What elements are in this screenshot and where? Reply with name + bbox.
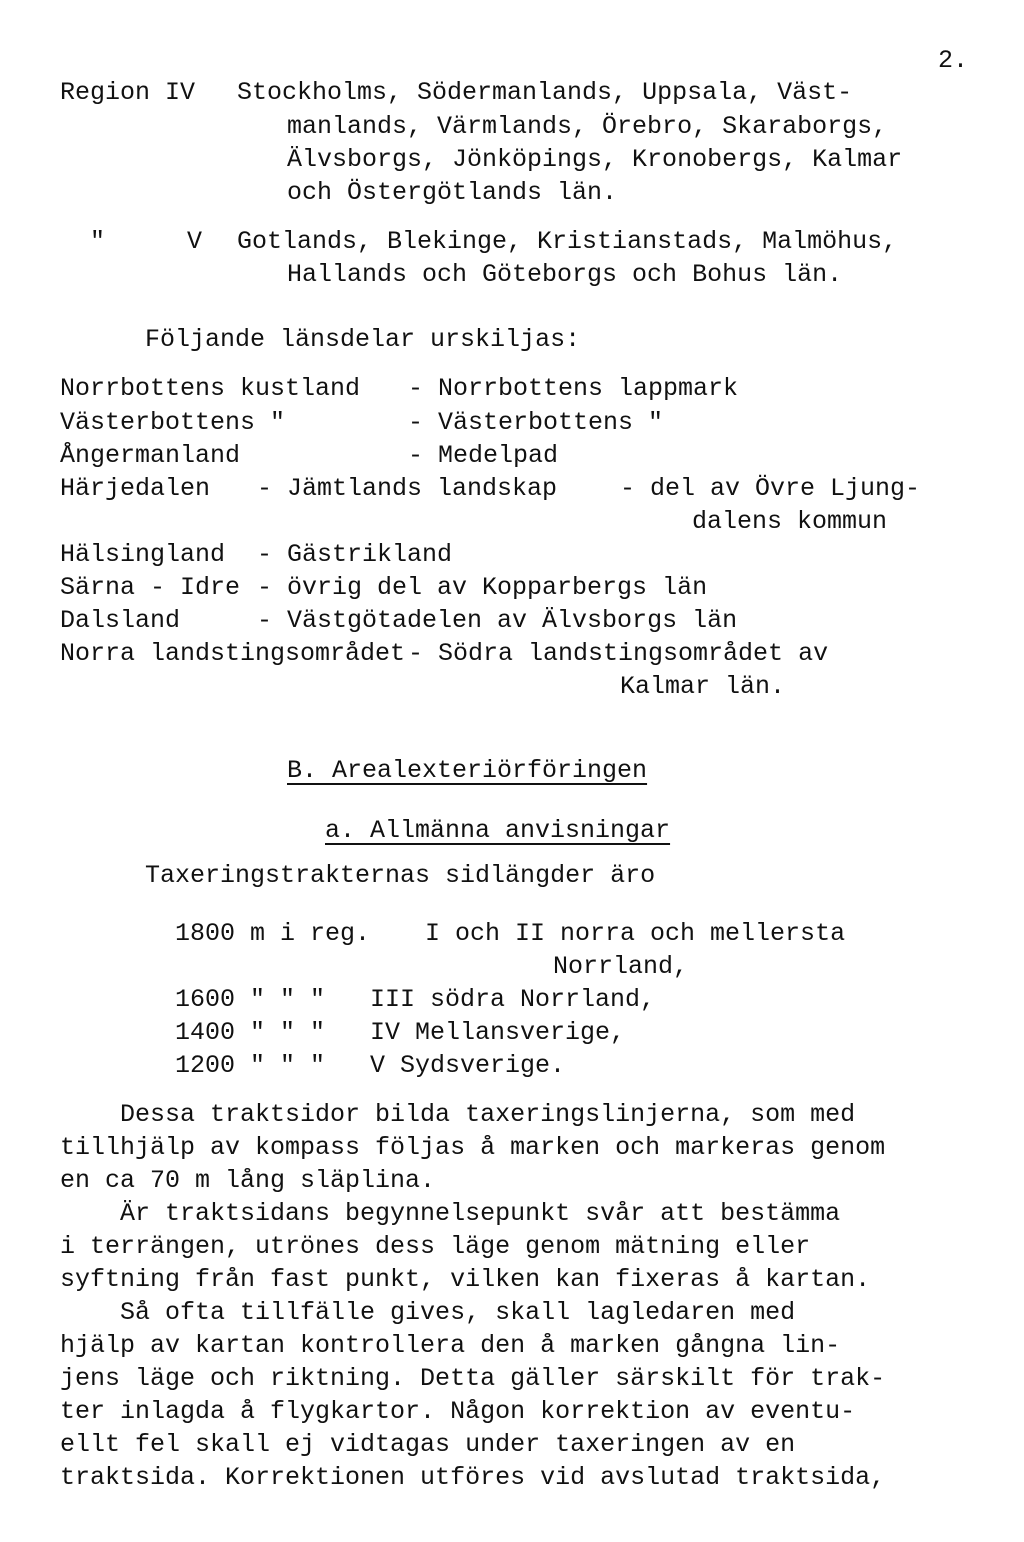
lansdel-left: Norrbottens kustland <box>60 374 361 403</box>
lansdel-left: Västerbottens " <box>60 408 286 437</box>
sidelength-value: 1200 " " " <box>175 1051 326 1080</box>
region-iv-line: manlands, Värmlands, Örebro, Skaraborgs, <box>287 112 888 141</box>
sidelength-region: IV Mellansverige, <box>370 1018 626 1047</box>
sidelength-region: I och II norra och mellersta <box>425 919 846 948</box>
lansdel-left: Härjedalen <box>60 474 211 503</box>
sidelength-region: V Sydsverige. <box>370 1051 566 1080</box>
region-v-line: Hallands och Göteborgs och Bohus län. <box>287 260 843 289</box>
sidelength-value: 1800 m i reg. <box>175 919 371 948</box>
paragraph-line: Dessa traktsidor bilda taxeringslinjerna, som med <box>60 1100 856 1129</box>
paragraph-line: jens läge och riktning. Detta gäller särskilt för trak- <box>60 1364 886 1393</box>
sidelength-value: 1400 " " " <box>175 1018 326 1047</box>
lansdel-right: - del av Övre Ljung- <box>620 474 921 503</box>
lansdel-left: Ångermanland <box>60 441 241 470</box>
paragraph-line: hjälp av kartan kontrollera den å marken gångna lin- <box>60 1331 841 1360</box>
lansdelar-heading: Följande länsdelar urskiljas: <box>145 325 581 354</box>
lansdel-middle: - Jämtlands landskap <box>257 474 558 503</box>
lansdel-right: - Gästrikland <box>257 540 453 569</box>
lansdel-continuation: Kalmar län. <box>620 672 786 701</box>
paragraph-line: ter inlagda å flygkartor. Någon korrektion av eventu- <box>60 1397 856 1426</box>
paragraph-line: traktsida. Korrektionen utföres vid avslutad traktsida, <box>60 1463 886 1492</box>
region-v-ditto: " <box>90 227 106 256</box>
paragraph-line: Är traktsidans begynnelsepunkt svår att bestämma <box>60 1199 841 1228</box>
paragraph-line: ellt fel skall ej vidtagas under taxeringen av en <box>60 1430 796 1459</box>
region-iv-label: Region IV <box>60 78 196 107</box>
sidelength-region: III södra Norrland, <box>370 985 656 1014</box>
region-v-numeral: V <box>187 227 203 256</box>
region-v-line: Gotlands, Blekinge, Kristianstads, Malmöhus, <box>237 227 898 256</box>
lansdel-right: - Västerbottens " <box>408 408 664 437</box>
paragraph-line: Så ofta tillfälle gives, skall lagledaren med <box>60 1298 796 1327</box>
lansdel-left: Hälsingland <box>60 540 226 569</box>
section-a-heading: a. Allmänna anvisningar <box>325 816 671 845</box>
taxering-intro: Taxeringstrakternas sidlängder äro <box>145 861 656 890</box>
lansdel-right: - Västgötadelen av Älvsborgs län <box>257 606 738 635</box>
lansdel-right: - övrig del av Kopparbergs län <box>257 573 708 602</box>
lansdel-right: - Medelpad <box>408 441 559 470</box>
section-b-heading: B. Arealexteriörföringen <box>287 756 648 785</box>
lansdel-left: Norra landstingsområdet <box>60 639 406 668</box>
sidelength-region: Norrland, <box>553 952 689 981</box>
page-number: 2. <box>938 46 969 75</box>
lansdel-right: - Södra landstingsområdet av <box>408 639 829 668</box>
paragraph-line: i terrängen, utrönes dess läge genom mätning eller <box>60 1232 811 1261</box>
region-iv-line: Älvsborgs, Jönköpings, Kronobergs, Kalmar <box>287 145 903 174</box>
lansdel-left: Särna - Idre <box>60 573 241 602</box>
lansdel-right: - Norrbottens lappmark <box>408 374 739 403</box>
region-iv-line: Stockholms, Södermanlands, Uppsala, Väst- <box>237 78 853 107</box>
paragraph-line: tillhjälp av kompass följas å marken och markeras genom <box>60 1133 886 1162</box>
paragraph-line: en ca 70 m lång släplina. <box>60 1166 436 1195</box>
paragraph-line: syftning från fast punkt, vilken kan fixeras å kartan. <box>60 1265 871 1294</box>
sidelength-value: 1600 " " " <box>175 985 326 1014</box>
lansdel-left: Dalsland <box>60 606 181 635</box>
lansdel-continuation: dalens kommun <box>692 507 888 536</box>
region-iv-line: och Östergötlands län. <box>287 178 618 207</box>
